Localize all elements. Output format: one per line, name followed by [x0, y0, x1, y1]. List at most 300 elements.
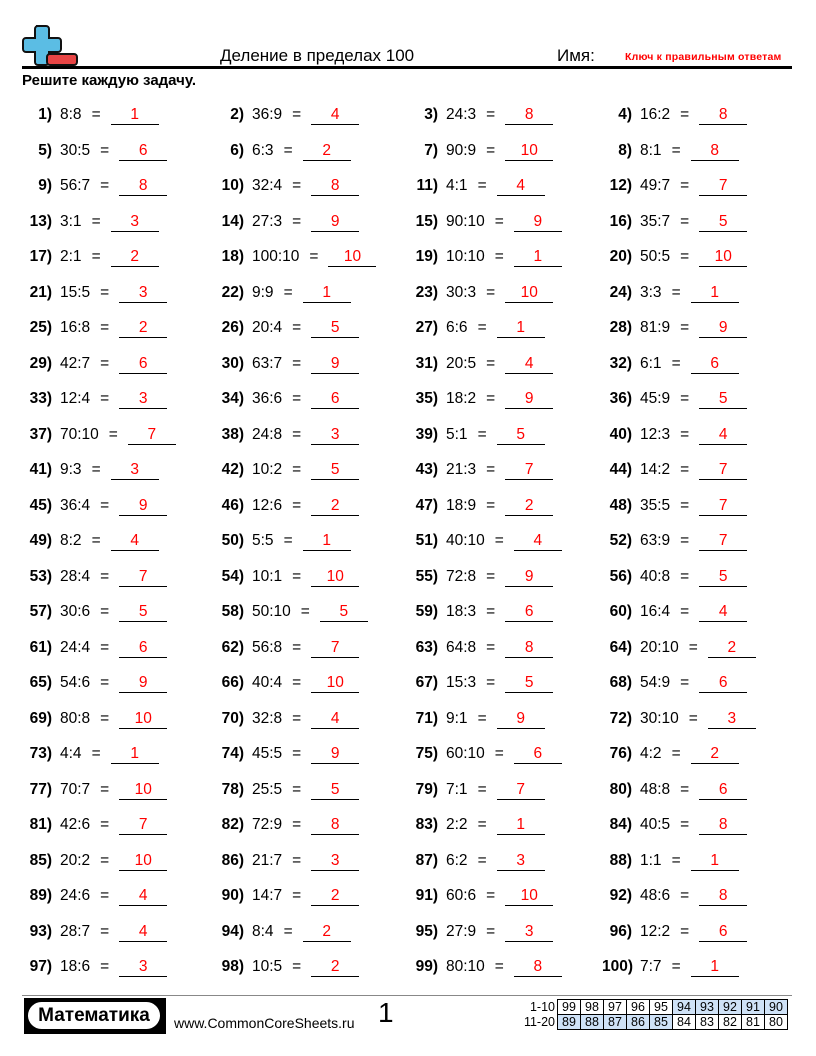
equals-sign: = [292, 851, 302, 869]
answer-field[interactable]: 6 [119, 141, 167, 161]
brand-label: Математика [28, 1002, 160, 1029]
answer-field[interactable]: 9 [699, 318, 747, 338]
problem-expression: 90:9 [446, 141, 477, 159]
problem-item [602, 380, 747, 408]
problem-expression: 70:7 [60, 780, 91, 798]
problem-item [408, 664, 553, 692]
problem-expression: 18:6 [60, 958, 91, 975]
problem-expression: 25:5 [252, 780, 283, 798]
equals-sign: = [680, 780, 690, 798]
problem-expression: 1:1 [640, 851, 662, 869]
problem-item [602, 203, 747, 231]
answer-field[interactable]: 6 [691, 354, 739, 374]
answer-field[interactable]: 9 [119, 496, 167, 516]
answer-field[interactable]: 7 [119, 815, 167, 835]
answer-field[interactable]: 5 [119, 602, 167, 622]
problem-number: 3) [424, 106, 438, 123]
problem-expression: 2:2 [446, 816, 468, 833]
problem-item [602, 416, 747, 444]
problem-item [212, 664, 359, 692]
problem-number: 88) [609, 851, 632, 869]
answer-field[interactable]: 7 [699, 176, 747, 196]
answer-field[interactable]: 3 [311, 425, 359, 445]
equals-sign: = [486, 141, 496, 159]
problem-expression: 80:10 [446, 958, 485, 975]
page-number: 1 [378, 997, 394, 1028]
problem-number: 28) [609, 319, 632, 336]
problem-expression: 64:8 [446, 638, 477, 656]
problem-expression: 42:6 [60, 816, 91, 833]
answer-field[interactable]: 1 [111, 744, 159, 764]
problem-expression: 40:4 [252, 674, 283, 691]
equals-sign: = [477, 816, 487, 833]
equals-sign: = [300, 603, 310, 620]
answer-field[interactable]: 7 [128, 425, 176, 445]
answer-field[interactable]: 8 [311, 815, 359, 835]
answer-field[interactable]: 5 [311, 460, 359, 480]
problem-expression: 24:8 [252, 425, 283, 443]
answer-field[interactable]: 5 [320, 602, 368, 622]
answer-field[interactable]: 9 [505, 567, 553, 587]
problem-expression: 20:5 [446, 354, 477, 372]
answer-field[interactable]: 8 [514, 957, 562, 977]
equals-sign: = [680, 603, 690, 620]
problem-item [408, 558, 553, 586]
problem-expression: 8:4 [252, 922, 274, 940]
equals-sign: = [292, 887, 302, 904]
problem-item [602, 771, 747, 799]
problem-number: 75) [415, 745, 438, 762]
answer-field[interactable]: 6 [699, 780, 747, 800]
answer-field[interactable]: 6 [311, 389, 359, 409]
score-cell: 93 [696, 1000, 719, 1015]
problem-item [602, 735, 739, 763]
problem-number: 19) [415, 248, 438, 265]
answer-field[interactable]: 5 [311, 318, 359, 338]
score-cell: 92 [719, 1000, 742, 1015]
answer-field[interactable]: 6 [699, 673, 747, 693]
problem-expression: 49:7 [640, 177, 671, 194]
site-url: www.CommonCoreSheets.ru [174, 1015, 355, 1031]
problem-number: 73) [29, 745, 52, 762]
problem-item [602, 451, 747, 479]
problem-expression: 35:5 [640, 496, 671, 514]
equals-sign: = [688, 709, 698, 727]
equals-sign: = [292, 461, 302, 478]
problem-number: 6) [230, 141, 244, 159]
answer-field[interactable]: 4 [699, 425, 747, 445]
problem-expression: 18:3 [446, 603, 477, 620]
answer-field[interactable]: 9 [505, 389, 553, 409]
problem-item [212, 913, 351, 941]
problem-number: 18) [221, 248, 244, 265]
answer-field[interactable]: 8 [691, 141, 739, 161]
answer-field[interactable]: 1 [691, 851, 739, 871]
answer-field[interactable]: 2 [708, 638, 756, 658]
equals-sign: = [671, 958, 681, 975]
problem-number: 62) [221, 638, 244, 656]
problem-expression: 12:3 [640, 425, 671, 443]
answer-field[interactable]: 7 [497, 780, 545, 800]
answer-field[interactable]: 4 [505, 354, 553, 374]
problem-expression: 18:2 [446, 390, 477, 407]
problem-item [408, 451, 553, 479]
problem-number: 100) [602, 958, 634, 975]
answer-field[interactable]: 7 [505, 460, 553, 480]
problem-expression: 20:10 [640, 638, 679, 656]
equals-sign: = [108, 425, 118, 443]
problem-item [18, 451, 159, 479]
equals-sign: = [477, 851, 487, 869]
answer-field[interactable]: 10 [328, 247, 376, 267]
equals-sign: = [494, 745, 504, 762]
answer-field[interactable]: 3 [111, 212, 159, 232]
problem-item [408, 735, 562, 763]
problem-item [408, 487, 553, 515]
problem-expression: 16:4 [640, 603, 671, 620]
problem-item [408, 345, 553, 373]
answer-field[interactable]: 9 [497, 709, 545, 729]
answer-field[interactable]: 6 [119, 354, 167, 374]
problem-expression: 20:2 [60, 851, 91, 869]
answer-field[interactable]: 4 [111, 531, 159, 551]
answer-field[interactable]: 3 [111, 460, 159, 480]
problem-number: 49) [29, 532, 52, 549]
answer-field[interactable]: 5 [311, 780, 359, 800]
equals-sign: = [486, 390, 496, 407]
problem-number: 86) [221, 851, 244, 869]
problem-expression: 4:2 [640, 745, 662, 762]
answer-field[interactable]: 10 [505, 141, 553, 161]
equals-sign: = [494, 248, 504, 265]
problem-number: 11) [416, 177, 438, 194]
answer-field[interactable]: 10 [311, 567, 359, 587]
equals-sign: = [292, 212, 302, 230]
problem-number: 27) [415, 319, 438, 336]
equals-sign: = [292, 958, 302, 975]
problem-expression: 10:2 [252, 461, 283, 478]
problem-expression: 9:3 [60, 461, 82, 478]
problem-row [0, 380, 816, 416]
problem-item [408, 948, 562, 976]
equals-sign: = [486, 603, 496, 620]
answer-field[interactable]: 7 [311, 638, 359, 658]
answer-field[interactable]: 2 [691, 744, 739, 764]
problem-expression: 30:5 [60, 141, 91, 159]
problem-number: 57) [29, 603, 52, 620]
problem-item [18, 522, 159, 550]
problem-expression: 12:2 [640, 922, 671, 940]
problem-number: 70) [221, 709, 244, 727]
problem-expression: 72:9 [252, 816, 283, 833]
problem-expression: 3:3 [640, 283, 662, 301]
equals-sign: = [486, 283, 496, 301]
problem-item [212, 487, 359, 515]
answer-field[interactable]: 8 [699, 105, 747, 125]
equals-sign: = [688, 638, 698, 656]
problem-expression: 18:9 [446, 496, 477, 514]
problem-row [0, 238, 816, 274]
problem-expression: 54:9 [640, 674, 671, 691]
answer-field[interactable]: 6 [505, 602, 553, 622]
equals-sign: = [680, 212, 690, 230]
equals-sign: = [477, 780, 487, 798]
problem-number: 93) [29, 922, 52, 940]
problem-expression: 45:5 [252, 745, 283, 762]
answer-field[interactable]: 1 [691, 283, 739, 303]
problem-number: 12) [609, 177, 632, 194]
answer-field[interactable]: 9 [311, 744, 359, 764]
problem-number: 77) [29, 780, 52, 798]
answer-field[interactable]: 6 [699, 922, 747, 942]
problem-number: 80) [609, 780, 632, 798]
problem-item [408, 913, 553, 941]
answer-field[interactable]: 2 [311, 496, 359, 516]
answer-field[interactable]: 10 [699, 247, 747, 267]
answer-field[interactable]: 2 [303, 141, 351, 161]
score-table [508, 999, 788, 1030]
problem-number: 48) [609, 496, 632, 514]
problem-expression: 40:5 [640, 816, 671, 833]
answer-field[interactable]: 8 [699, 886, 747, 906]
answer-field[interactable]: 2 [119, 318, 167, 338]
answer-field[interactable]: 4 [311, 709, 359, 729]
problem-expression: 32:8 [252, 709, 283, 727]
problem-item [212, 345, 359, 373]
answer-field[interactable]: 8 [119, 176, 167, 196]
problem-expression: 16:8 [60, 319, 91, 336]
answer-field[interactable]: 6 [514, 744, 562, 764]
answer-field[interactable]: 9 [514, 212, 562, 232]
problem-expression: 24:4 [60, 638, 91, 656]
answer-field[interactable]: 4 [514, 531, 562, 551]
answer-field[interactable]: 4 [497, 176, 545, 196]
problem-number: 55) [415, 567, 438, 585]
answer-field[interactable]: 10 [119, 780, 167, 800]
equals-sign: = [100, 390, 110, 407]
answer-field[interactable]: 9 [311, 354, 359, 374]
answer-field[interactable]: 2 [311, 886, 359, 906]
equals-sign: = [486, 461, 496, 478]
problem-item [408, 842, 545, 870]
problem-expression: 70:10 [60, 425, 99, 443]
problem-number: 63) [415, 638, 438, 656]
problem-expression: 63:7 [252, 354, 283, 372]
problem-row [0, 309, 816, 345]
problem-expression: 21:7 [252, 851, 283, 869]
answer-field[interactable]: 1 [497, 318, 545, 338]
answer-field[interactable]: 8 [311, 176, 359, 196]
problem-number: 41) [29, 461, 52, 478]
problem-expression: 63:9 [640, 532, 671, 549]
problem-expression: 21:3 [446, 461, 477, 478]
problem-expression: 14:2 [640, 461, 671, 478]
problem-number: 85) [29, 851, 52, 869]
problem-item [212, 842, 359, 870]
answer-field[interactable]: 3 [497, 851, 545, 871]
problem-item [408, 380, 553, 408]
answer-field[interactable]: 5 [699, 389, 747, 409]
problem-item [212, 700, 359, 728]
problem-row [0, 877, 816, 913]
equals-sign: = [671, 141, 681, 159]
answer-field[interactable]: 9 [311, 212, 359, 232]
equals-sign: = [486, 106, 496, 123]
equals-sign: = [100, 674, 110, 691]
answer-field[interactable]: 9 [119, 673, 167, 693]
answer-field[interactable]: 2 [505, 496, 553, 516]
answer-field[interactable]: 1 [111, 105, 159, 125]
answer-field[interactable]: 2 [311, 957, 359, 977]
answer-field[interactable]: 10 [505, 283, 553, 303]
equals-sign: = [100, 283, 110, 301]
problem-number: 82) [221, 816, 244, 833]
equals-sign: = [100, 177, 110, 194]
problem-number: 98) [221, 958, 244, 975]
answer-field[interactable]: 8 [505, 105, 553, 125]
answer-field[interactable]: 5 [505, 673, 553, 693]
problem-expression: 50:5 [640, 248, 671, 265]
problem-expression: 36:9 [252, 106, 283, 123]
problem-expression: 12:4 [60, 390, 91, 407]
equals-sign: = [292, 177, 302, 194]
answer-field[interactable]: 7 [699, 496, 747, 516]
answer-field[interactable]: 4 [119, 886, 167, 906]
answer-field[interactable]: 8 [505, 638, 553, 658]
problem-number: 47) [415, 496, 438, 514]
answer-field[interactable]: 3 [119, 283, 167, 303]
problem-item [408, 522, 562, 550]
answer-field[interactable]: 1 [514, 247, 562, 267]
problem-item [18, 948, 167, 976]
equals-sign: = [100, 141, 110, 159]
answer-field[interactable]: 1 [497, 815, 545, 835]
answer-field[interactable]: 3 [119, 957, 167, 977]
answer-field[interactable]: 1 [303, 531, 351, 551]
problem-item [212, 771, 359, 799]
problem-item [18, 274, 167, 302]
score-cell: 90 [765, 1000, 788, 1015]
problem-expression: 72:8 [446, 567, 477, 585]
problem-expression: 10:1 [252, 567, 283, 585]
score-cell: 84 [673, 1015, 696, 1030]
answer-field[interactable]: 5 [699, 567, 747, 587]
problem-expression: 12:6 [252, 496, 283, 514]
equals-sign: = [100, 958, 110, 975]
problem-expression: 5:1 [446, 425, 468, 443]
equals-sign: = [680, 496, 690, 514]
answer-field[interactable]: 1 [691, 957, 739, 977]
answer-field[interactable]: 3 [119, 389, 167, 409]
problem-expression: 54:6 [60, 674, 91, 691]
problem-item [18, 558, 167, 586]
problem-expression: 32:4 [252, 177, 283, 194]
problem-number: 34) [221, 390, 244, 407]
equals-sign: = [100, 922, 110, 940]
problem-item [602, 842, 739, 870]
equals-sign: = [494, 212, 504, 230]
problem-item [212, 274, 351, 302]
answer-field[interactable]: 5 [699, 212, 747, 232]
problem-expression: 60:6 [446, 887, 477, 904]
problem-item [212, 451, 359, 479]
score-cell: 85 [650, 1015, 673, 1030]
answer-field[interactable]: 7 [699, 531, 747, 551]
answer-field[interactable]: 10 [119, 709, 167, 729]
problem-item [212, 309, 359, 337]
problem-item [18, 629, 167, 657]
problem-item [18, 96, 159, 124]
problem-expression: 30:10 [640, 709, 679, 727]
equals-sign: = [671, 745, 681, 762]
answer-field[interactable]: 5 [497, 425, 545, 445]
equals-sign: = [292, 709, 302, 727]
problem-item [18, 771, 167, 799]
equals-sign: = [100, 851, 110, 869]
score-cell: 86 [627, 1015, 650, 1030]
equals-sign: = [486, 496, 496, 514]
answer-field[interactable]: 2 [111, 247, 159, 267]
answer-field[interactable]: 10 [505, 886, 553, 906]
equals-sign: = [91, 248, 101, 265]
problem-number: 43) [415, 461, 438, 478]
answer-field[interactable]: 8 [699, 815, 747, 835]
answer-field[interactable]: 10 [311, 673, 359, 693]
answer-field[interactable]: 3 [505, 922, 553, 942]
answer-field[interactable]: 7 [699, 460, 747, 480]
problem-number: 64) [609, 638, 632, 656]
equals-sign: = [292, 496, 302, 514]
equals-sign: = [283, 922, 293, 940]
problem-number: 2) [230, 106, 244, 123]
problem-number: 21) [29, 283, 52, 301]
problem-row [0, 700, 816, 736]
problem-number: 94) [221, 922, 244, 940]
problem-expression: 2:1 [60, 248, 82, 265]
answer-field[interactable]: 2 [303, 922, 351, 942]
answer-field[interactable]: 6 [119, 638, 167, 658]
answer-field[interactable]: 4 [699, 602, 747, 622]
problem-item [212, 96, 359, 124]
equals-sign: = [680, 177, 690, 194]
problem-item [602, 309, 747, 337]
problem-item [408, 203, 562, 231]
problem-row [0, 629, 816, 665]
problem-item [212, 203, 359, 231]
problem-item [408, 309, 545, 337]
problem-expression: 6:6 [446, 319, 468, 336]
answer-field[interactable]: 10 [119, 851, 167, 871]
problem-expression: 30:3 [446, 283, 477, 301]
score-range-label: 11-20 [523, 1015, 555, 1029]
answer-field[interactable]: 3 [311, 851, 359, 871]
problem-item [408, 629, 553, 657]
problem-row [0, 593, 816, 629]
problem-expression: 8:8 [60, 106, 82, 123]
answer-field[interactable]: 4 [119, 922, 167, 942]
equals-sign: = [91, 745, 101, 762]
answer-field[interactable]: 7 [119, 567, 167, 587]
problem-item [18, 203, 159, 231]
problem-item [18, 806, 167, 834]
answer-field[interactable]: 4 [311, 105, 359, 125]
problem-number: 37) [29, 425, 52, 443]
equals-sign: = [680, 248, 690, 265]
problem-expression: 20:4 [252, 319, 283, 336]
answer-field[interactable]: 1 [303, 283, 351, 303]
answer-field[interactable]: 3 [708, 709, 756, 729]
equals-sign: = [477, 709, 487, 727]
